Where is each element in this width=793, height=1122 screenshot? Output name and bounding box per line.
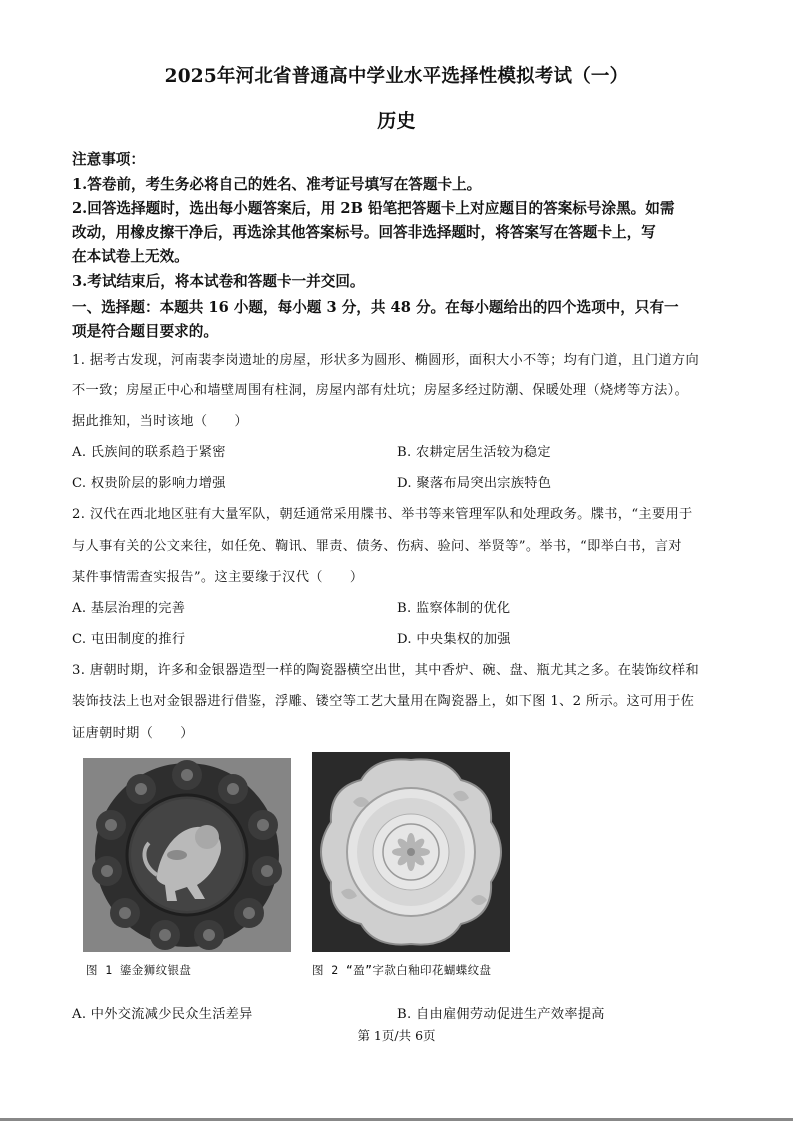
q2-option-d[interactable]: D. 中央集权的加强	[397, 632, 511, 647]
q3-stem-line-1: 3. 唐朝时期，许多和金银器造型一样的陶瓷器横空出世，其中香炉、碗、盘、瓶尤其之多。在装饰纹样和	[72, 663, 700, 678]
notice-item-2-line-3: 在本试卷上无效。	[72, 248, 189, 265]
q1-option-b[interactable]: B. 农耕定居生活较为稳定	[397, 445, 551, 460]
exam-title: 2025年河北省普通高中学业水平选择性模拟考试（一）	[164, 66, 629, 87]
q2-stem-line-3: 某件事情需查实报告”。这主要缘于汉代（ ）	[72, 570, 364, 585]
figure-2-caption: 图 2 “盈”字款白釉印花蝴蝶纹盘	[312, 963, 492, 977]
bottom-edge-divider	[0, 1118, 793, 1121]
q1-stem-line-3: 据此推知，当时该地（ ）	[72, 414, 248, 429]
notice-item-3: 3.考试结束后，将本试卷和答题卡一并交回。	[72, 273, 365, 290]
figure-1-silver-plate-image	[83, 758, 291, 952]
q2-option-c[interactable]: C. 屯田制度的推行	[72, 632, 186, 647]
notice-heading: 注意事项：	[72, 151, 145, 168]
porcelain-plate-illustration	[312, 752, 510, 952]
notice-item-2-line-1: 2.回答选择题时，选出每小题答案后，用 2B 铅笔把答题卡上对应题目的答案标号涂黑。如需	[72, 200, 675, 217]
section-heading-line-1: 一、选择题：本题共 16 小题，每小题 3 分，共 48 分。在每小题给出的四个选项中，只有一	[72, 299, 679, 316]
q3-option-a[interactable]: A. 中外交流减少民众生活差异	[72, 1007, 253, 1022]
subject-title: 历史	[377, 110, 416, 132]
q3-stem-line-3: 证唐朝时期（ ）	[72, 726, 194, 741]
q1-stem-line-2: 不一致；房屋正中心和墙壁周围有柱洞，房屋内部有灶坑；房屋多经过防潮、保暖处理（烧烤等方法）。	[72, 383, 689, 398]
q3-stem-line-2: 装饰技法上也对金银器进行借鉴，浮雕、镂空等工艺大量用在陶瓷器上，如下图 1、2 所示。这可用于佐	[72, 694, 695, 709]
silver-plate-illustration	[83, 758, 291, 952]
q1-option-d[interactable]: D. 聚落布局突出宗族特色	[397, 476, 552, 491]
figure-1-caption: 图 1 鎏金狮纹银盘	[86, 963, 192, 977]
notice-item-2-line-2: 改动，用橡皮擦干净后，再选涂其他答案标号。回答非选择题时，将答案写在答题卡上，写	[72, 224, 656, 241]
q1-option-a[interactable]: A. 氏族间的联系趋于紧密	[72, 445, 226, 460]
q2-stem-line-1: 2. 汉代在西北地区驻有大量军队，朝廷通常采用牒书、举书等来管理军队和处理政务。牒书，“主要用于	[72, 507, 693, 522]
page-number: 第 1页/共 6页	[357, 1028, 436, 1043]
figure-2-porcelain-plate-image	[312, 752, 510, 952]
q1-stem-line-1: 1. 据考古发现，河南裴李岗遗址的房屋，形状多为圆形、椭圆形，面积大小不等；均有门道，且门道方向	[72, 353, 700, 368]
q1-option-c[interactable]: C. 权贵阶层的影响力增强	[72, 476, 226, 491]
q3-option-b[interactable]: B. 自由雇佣劳动促进生产效率提高	[397, 1007, 605, 1022]
q2-option-a[interactable]: A. 基层治理的完善	[72, 601, 186, 616]
q2-option-b[interactable]: B. 监察体制的优化	[397, 601, 511, 616]
q2-stem-line-2: 与人事有关的公文来往，如任免、鞫讯、罪责、债务、伤病、验问、举贤等”。举书，“即举白书，言对	[72, 539, 682, 554]
notice-item-1: 1.答卷前，考生务必将自己的姓名、准考证号填写在答题卡上。	[72, 176, 482, 193]
section-heading-line-2: 项是符合题目要求的。	[72, 323, 218, 340]
